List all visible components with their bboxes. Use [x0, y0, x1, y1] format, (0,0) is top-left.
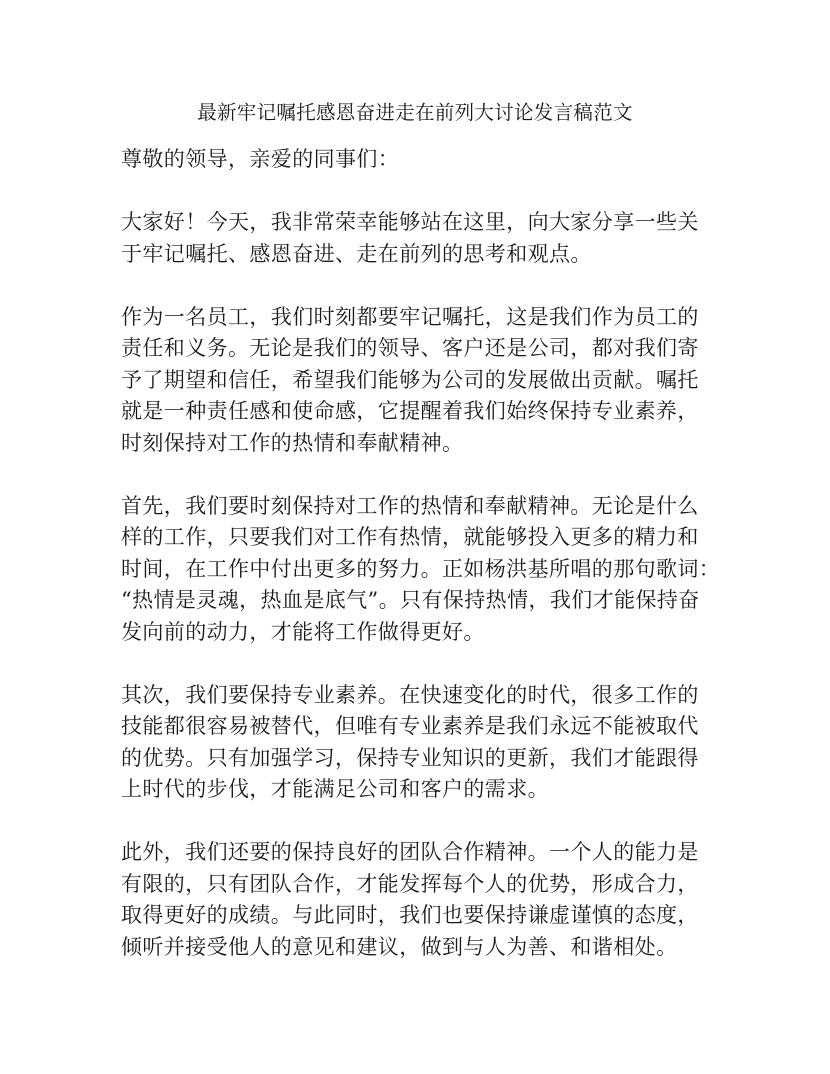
- text-line: 此外，我们还要的保持良好的团队合作精神。一个人的能力是: [121, 840, 699, 864]
- greeting-line: [121, 144, 721, 176]
- paragraph-intro: [121, 207, 721, 270]
- text-line: 有限的，只有团队合作，才能发挥每个人的优势，形成合力，: [121, 871, 699, 896]
- paragraph-entrustment: [121, 302, 721, 460]
- text-line: 上时代的步伐，才能满足公司和客户的需求。: [121, 777, 549, 801]
- document-body: [121, 144, 721, 995]
- text-line: 于牢记嘱托、感恩奋进、走在前列的思考和观点。: [121, 241, 592, 266]
- text-line: 大家好！今天，我非常荣幸能够站在这里，向大家分享一些关: [121, 210, 699, 234]
- text-line: 作为一名员工，我们时刻都要牢记嘱托，这是我们作为员工的: [121, 304, 699, 329]
- text-line: 予了期望和信任，希望我们能够为公司的发展做出贡献。嘱托: [121, 367, 699, 392]
- text-line: 取得更好的成绩。与此同时，我们也要保持谦虚谨慎的态度，: [121, 903, 699, 927]
- text-line: 就是一种责任感和使命感，它提醒着我们始终保持专业素养，: [121, 399, 699, 423]
- text-line: 发向前的动力，才能将工作做得更好。: [121, 619, 485, 644]
- text-line: 责任和义务。无论是我们的领导、客户还是公司，都对我们寄: [121, 336, 699, 360]
- text-line: 样的工作，只要我们对工作有热情，就能够投入更多的精力和: [121, 525, 699, 549]
- text-line: 首先，我们要时刻保持对工作的热情和奉献精神。无论是什么: [121, 493, 699, 518]
- text-line: 其次，我们要保持专业素养。在快速变化的时代，很多工作的: [121, 682, 699, 707]
- text-line: 尊敬的领导，亲爱的同事们：: [121, 147, 400, 171]
- text-line: 的优势。只有加强学习，保持专业知识的更新，我们才能跟得: [121, 745, 699, 770]
- paragraph-passion: [121, 491, 721, 649]
- text-line: 倾听并接受他人的意见和建议，做到与人为善、和谐相处。: [121, 934, 678, 959]
- text-line: 技能都很容易被替代，但唯有专业素养是我们永远不能被取代: [121, 714, 699, 738]
- text-line: 时间，在工作中付出更多的努力。正如杨洪基所唱的那句歌词：: [121, 556, 721, 581]
- paragraph-teamwork: [121, 837, 721, 963]
- paragraph-professionalism: [121, 680, 721, 806]
- document-title: 最新牢记嘱托感恩奋进走在前列大讨论发言稿范文: [197, 101, 633, 124]
- text-line: “热情是灵魂，热血是底气”。只有保持热情，我们才能保持奋: [121, 588, 700, 612]
- text-line: 时刻保持对工作的热情和奉献精神。: [121, 430, 464, 455]
